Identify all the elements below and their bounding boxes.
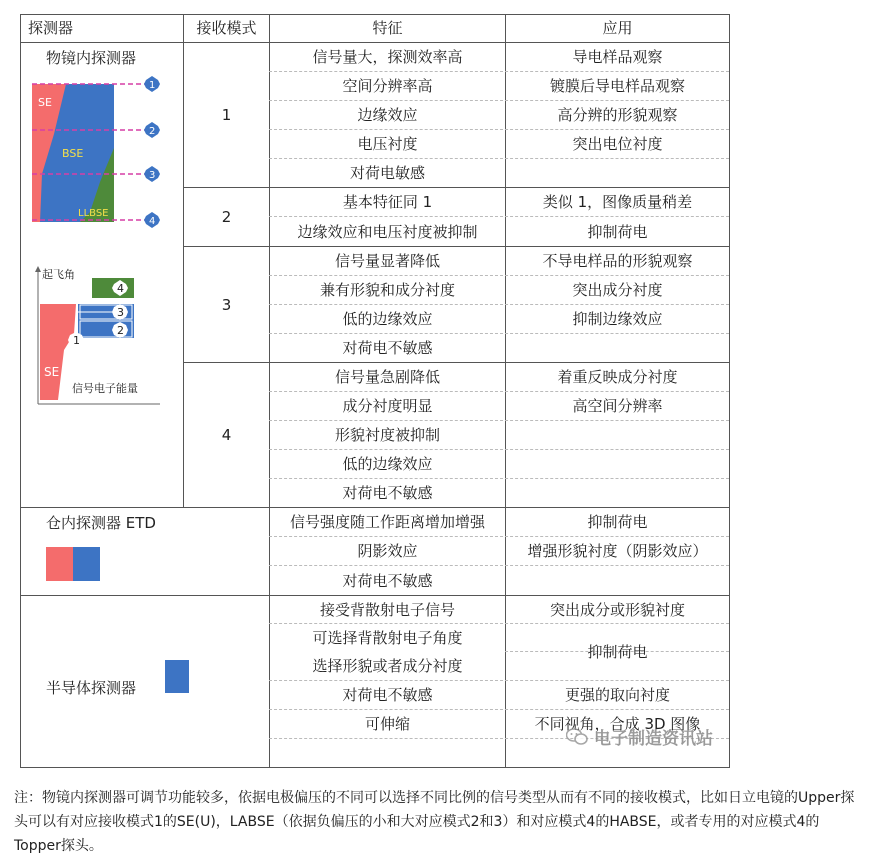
application-cell: 类似 1，图像质量稍差 xyxy=(542,193,693,211)
feature-cell: 形貌衬度被抑制 xyxy=(334,426,440,444)
mode-3: 3 xyxy=(221,295,232,314)
feature-cell: 阴影效应 xyxy=(357,542,418,560)
etd-color-swatch-blue xyxy=(73,547,100,581)
header-mode: 接收模式 xyxy=(196,19,257,37)
feature-cell: 对荷电不敏感 xyxy=(342,484,433,502)
application-cell: 突出电位衬度 xyxy=(572,135,663,153)
feature-cell: 边缘效应和电压衬度被抑制 xyxy=(297,222,478,241)
label-llbse: LLBSE xyxy=(78,208,109,219)
feature-cell: 边缘效应 xyxy=(357,106,418,124)
energy-angle-diagram xyxy=(28,264,168,409)
feature-cell: 可伸缩 xyxy=(364,715,410,733)
header-detector: 探测器 xyxy=(28,19,74,37)
header-applications: 应用 xyxy=(602,19,633,37)
feature-cell: 对荷电敏感 xyxy=(349,164,425,182)
application-cell: 高分辨的形貌观察 xyxy=(557,106,678,124)
detector-table xyxy=(20,14,730,769)
feature-cell: 信号强度随工作距离增加增强 xyxy=(289,513,485,531)
feature-cell: 对荷电不敏感 xyxy=(342,339,433,357)
detector-name-etd: 仓内探测器 ETD xyxy=(46,514,156,532)
feature-cell: 电压衬度 xyxy=(357,135,418,153)
feature-cell: 低的边缘效应 xyxy=(342,310,433,328)
header-features: 特征 xyxy=(372,19,403,37)
svg-text:3: 3 xyxy=(149,170,156,181)
application-cell: 着重反映成分衬度 xyxy=(557,368,678,386)
svg-text:1: 1 xyxy=(149,80,156,91)
feature-cell: 对荷电不敏感 xyxy=(342,571,433,590)
feature-cell: 对荷电不敏感 xyxy=(342,686,433,704)
feature-cell: 接受背散射电子信号 xyxy=(319,600,455,619)
se-shape xyxy=(40,304,76,400)
semiconductor-color-swatch xyxy=(165,660,189,693)
inlens-signal-diagram xyxy=(28,74,168,234)
svg-text:1: 1 xyxy=(73,334,80,347)
application-cell: 高空间分辨率 xyxy=(572,397,663,415)
label-se: SE xyxy=(38,96,52,109)
marker-4 xyxy=(144,212,160,228)
mode-4: 4 xyxy=(221,426,232,444)
svg-text:4: 4 xyxy=(149,216,156,227)
application-cell: 突出成分衬度 xyxy=(572,281,663,299)
application-cell: 更强的取向衬度 xyxy=(564,686,670,704)
y-axis-label: 起飞角 xyxy=(42,268,75,281)
watermark xyxy=(566,724,713,749)
application-cell: 导电样品观察 xyxy=(572,48,663,66)
detector-name-inlens: 物镜内探测器 xyxy=(46,49,137,67)
application-cell: 突出成分或形貌衬度 xyxy=(549,600,685,619)
application-cell: 增强形貌衬度（阴影效应） xyxy=(527,542,708,560)
se-label: SE xyxy=(44,365,60,379)
application-cell: 不同视角，合成 3D 图像 xyxy=(534,715,701,733)
marker-3 xyxy=(144,166,160,182)
feature-cell: 信号量显著降低 xyxy=(334,252,440,270)
feature-cell: 可选择背散射电子角度 xyxy=(312,628,463,647)
feature-cell: 成分衬度明显 xyxy=(342,397,433,415)
svg-text:4: 4 xyxy=(117,282,124,295)
watermark-text: 电子制造资讯站 xyxy=(594,729,713,749)
svg-text:2: 2 xyxy=(149,126,156,137)
application-cell: 抑制荷电 xyxy=(587,643,648,661)
detector-name-semiconductor: 半导体探测器 xyxy=(46,679,137,697)
marker-2 xyxy=(144,122,160,138)
application-cell: 抑制边缘效应 xyxy=(572,310,663,328)
svg-text:3: 3 xyxy=(117,306,124,319)
etd-color-swatch xyxy=(46,547,73,581)
feature-cell: 基本特征同 1 xyxy=(342,193,433,211)
application-cell: 不导电样品的形貌观察 xyxy=(542,252,693,270)
label-bse: BSE xyxy=(62,147,84,160)
mode-1: 1 xyxy=(221,106,232,124)
feature-cell: 选择形貌或者成分衬度 xyxy=(312,657,463,675)
feature-cell: 信号量大，探测效率高 xyxy=(312,48,463,66)
svg-text:2: 2 xyxy=(117,324,124,337)
feature-cell: 空间分辨率高 xyxy=(342,77,433,95)
feature-cell: 信号量急剧降低 xyxy=(334,368,440,386)
application-cell: 抑制荷电 xyxy=(587,513,648,531)
feature-cell: 兼有形貌和成分衬度 xyxy=(319,281,455,299)
application-cell: 镀膜后导电样品观察 xyxy=(549,77,685,95)
wechat-icon xyxy=(566,728,588,746)
marker-1 xyxy=(144,76,160,92)
footnote: 注：物镜内探测器可调节功能较多，依据电极偏压的不同可以选择不同比例的信号类型从而有不同的接收模式，比如日立电镜的Upper探头可以有对应接收模式1的SE(U)，LABSE（依据负偏压的小和大对应模式2和3）和对应模式4的HABSE，或者专用的对应模式4的Topper探头。 xyxy=(14,790,855,854)
mode-2: 2 xyxy=(221,208,232,226)
feature-cell: 低的边缘效应 xyxy=(342,455,433,473)
x-axis-label: 信号电子能量 xyxy=(72,382,138,395)
application-cell: 抑制荷电 xyxy=(587,222,648,241)
